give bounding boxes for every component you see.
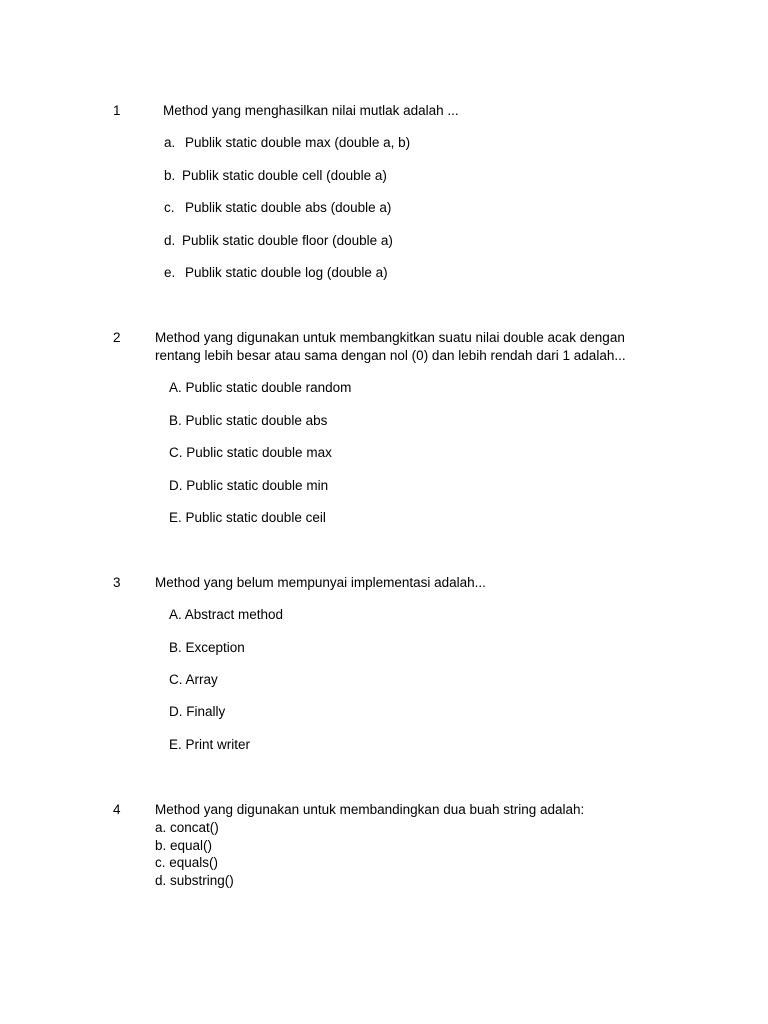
option-d: D. Public static double min: [169, 478, 329, 493]
option-a: a. concat(): [155, 820, 219, 835]
question-number: 4: [113, 802, 121, 817]
option-e: E. Print writer: [169, 737, 251, 752]
option-text: Publik static double cell (double a): [182, 168, 387, 183]
option-a: A. Public static double random: [169, 380, 352, 395]
option-b: [164, 168, 387, 183]
option-d: [164, 233, 393, 248]
question-number: 2: [113, 330, 121, 345]
option-b: B. Public static double abs: [169, 413, 328, 428]
question-text: Method yang belum mempunyai implementasi adalah...: [155, 575, 486, 590]
option-c: c. equals(): [155, 855, 219, 870]
question-text: Method yang menghasilkan nilai mutlak adalah ...: [163, 103, 459, 118]
option-b: b. equal(): [155, 838, 213, 853]
option-d: D. Finally: [169, 704, 226, 719]
option-text: Publik static double log (double a): [185, 265, 388, 280]
option-a: [164, 135, 410, 150]
question-text: Method yang digunakan untuk membandingkan dua buah string adalah:: [155, 802, 585, 817]
option-b: B. Exception: [169, 640, 245, 655]
option-letter: d.: [164, 233, 176, 248]
option-c: C. Public static double max: [169, 445, 332, 460]
question-text-line-1: Method yang digunakan untuk membangkitkan suatu nilai double acak dengan: [155, 330, 625, 345]
option-d: d. substring(): [155, 873, 234, 888]
question-text-line-2: rentang lebih besar atau sama dengan nol (0) dan lebih rendah dari 1 adalah...: [155, 348, 626, 363]
question-number: 3: [113, 575, 121, 590]
option-text: Publik static double floor (double a): [182, 233, 393, 248]
option-letter: e.: [164, 265, 176, 280]
option-letter: c.: [164, 200, 175, 215]
option-letter: a.: [164, 135, 176, 150]
option-letter: b.: [164, 168, 176, 183]
option-e: E. Public static double ceil: [169, 510, 326, 525]
option-c: C. Array: [169, 672, 218, 687]
option-c: [164, 200, 391, 215]
option-text: Publik static double max (double a, b): [185, 135, 411, 150]
question-number: 1: [113, 103, 121, 118]
option-a: A. Abstract method: [169, 607, 284, 622]
option-e: [164, 265, 388, 280]
option-text: Publik static double abs (double a): [185, 200, 392, 215]
